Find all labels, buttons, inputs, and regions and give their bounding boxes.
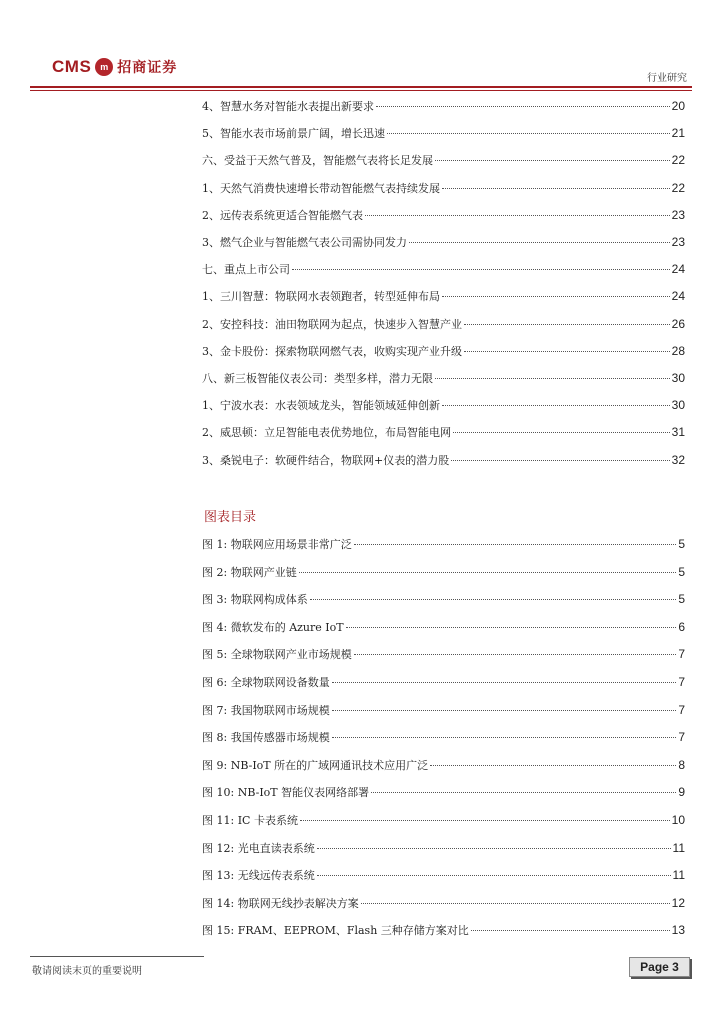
toc-entry-page: 20	[671, 99, 685, 113]
toc-entry-title: 2、安控科技：油田物联网为起点，快速步入智慧产业	[202, 317, 462, 331]
toc-entry-page: 24	[671, 289, 685, 304]
toc-entry[interactable]	[202, 702, 685, 718]
toc-entry[interactable]	[202, 812, 685, 828]
toc-entry-title: 图 15: FRAM、EEPROM、Flash 三种存储方案对比	[202, 924, 469, 938]
toc-entry[interactable]	[202, 261, 685, 277]
toc-entry-page: 24	[671, 262, 685, 277]
company-logo	[52, 57, 177, 77]
header-divider-thin	[30, 90, 692, 91]
toc-entry[interactable]	[202, 452, 685, 468]
toc-leader-dots	[361, 903, 670, 904]
toc-entry[interactable]	[202, 234, 685, 250]
toc-leader-dots	[332, 682, 677, 683]
toc-entry[interactable]	[202, 867, 685, 883]
toc-leader-dots	[354, 544, 677, 545]
toc-leader-dots	[317, 875, 671, 876]
toc-entry-title: 图 6: 全球物联网设备数量	[202, 676, 330, 689]
toc-leader-dots	[376, 106, 670, 107]
toc-entry-page: 31	[671, 425, 685, 440]
toc-entry-title: 图 4: 微软发布的 Azure IoT	[202, 620, 344, 634]
toc-entry-page: 9	[678, 785, 685, 800]
toc-entry-title: 4、智慧水务对智能水表提出新要求	[202, 100, 374, 113]
toc-entry-title: 图 5: 全球物联网产业市场规模	[202, 648, 352, 662]
toc-entry[interactable]	[202, 674, 685, 690]
toc-leader-dots	[442, 188, 670, 189]
toc-entry-page: 30	[671, 371, 685, 385]
toc-entry-page: 5	[678, 564, 685, 579]
toc-entry-title: 图 2: 物联网产业链	[202, 565, 297, 579]
toc-entry[interactable]	[202, 729, 685, 745]
toc-entry-page: 26	[671, 316, 685, 331]
toc-leader-dots	[442, 296, 670, 297]
toc-entry-title: 1、天然气消费快速增长带动智能燃气表持续发展	[202, 181, 440, 195]
toc-entry-page: 23	[671, 207, 685, 222]
toc-entry-title: 图 3: 物联网构成体系	[202, 593, 308, 607]
page-number-badge: Page 3	[629, 957, 690, 977]
toc-entry-page: 11	[672, 868, 685, 883]
toc-entry[interactable]	[202, 922, 685, 938]
toc-entry-title: 图 10: NB-IoT 智能仪表网络部署	[202, 786, 370, 800]
toc-leader-dots	[453, 432, 670, 433]
toc-entry-page: 28	[671, 343, 685, 358]
toc-entry-title: 3、金卡股份：探索物联网燃气表，收购实现产业升级	[202, 344, 462, 358]
toc-leader-dots	[365, 215, 670, 216]
toc-entry-title: 图 14: 物联网无线抄表解决方案	[202, 896, 359, 910]
toc-entry-title: 2、威思顿：立足智能电表优势地位，布局智能电网	[202, 426, 451, 440]
toc-entry-page: 6	[678, 619, 685, 634]
toc-entry-title: 图 11: IC 卡表系统	[202, 814, 298, 827]
toc-entry[interactable]	[202, 619, 685, 635]
header-divider	[30, 86, 692, 88]
logo-badge-icon: m	[95, 58, 113, 76]
toc-entry[interactable]	[202, 370, 685, 386]
toc-entry-title: 5、智能水表市场前景广阔，增长迅速	[202, 127, 385, 141]
footer-divider	[30, 956, 204, 957]
toc-entry-page: 22	[671, 153, 685, 168]
toc-leader-dots	[435, 160, 670, 161]
toc-entry-page: 10	[671, 813, 685, 827]
toc-entry[interactable]	[202, 536, 685, 552]
toc-entry-page: 8	[678, 757, 685, 772]
toc-leader-dots	[387, 133, 670, 134]
toc-leader-dots	[464, 324, 670, 325]
toc-entry[interactable]	[202, 784, 685, 800]
toc-entry-page: 21	[671, 126, 685, 141]
toc-entry[interactable]	[202, 757, 685, 773]
toc-entry-title: 图 13: 无线远传表系统	[202, 869, 315, 883]
toc-leader-dots	[435, 378, 670, 379]
toc-entry[interactable]	[202, 207, 685, 223]
toc-entry-page: 7	[678, 647, 685, 662]
toc-entry[interactable]	[202, 152, 685, 168]
toc-leader-dots	[332, 737, 677, 738]
toc-entry-title: 1、宁波水表：水表领域龙头，智能领域延伸创新	[202, 399, 440, 413]
toc-leader-dots	[464, 351, 670, 352]
toc-leader-dots	[346, 627, 677, 628]
toc-leader-dots	[471, 930, 670, 931]
toc-entry[interactable]	[202, 564, 685, 580]
toc-entry[interactable]	[202, 343, 685, 359]
toc-leader-dots	[354, 654, 677, 655]
toc-entry-page: 12	[671, 895, 685, 910]
toc-entry-title: 图 7: 我国物联网市场规模	[202, 703, 330, 717]
logo-chinese-text: 招商证券	[117, 60, 178, 76]
report-category: 行业研究	[647, 73, 687, 84]
toc-entry-page: 5	[678, 537, 685, 551]
toc-leader-dots	[317, 848, 671, 849]
toc-entry-page: 11	[672, 840, 685, 855]
toc-entry[interactable]	[202, 125, 685, 141]
toc-leader-dots	[332, 710, 677, 711]
toc-entry-title: 1、三川智慧：物联网水表领跑者，转型延伸布局	[202, 290, 440, 304]
toc-entry[interactable]	[202, 424, 685, 440]
toc-entry-page: 23	[671, 235, 685, 249]
toc-entry-title: 七、重点上市公司	[202, 263, 290, 277]
toc-entry[interactable]	[202, 288, 685, 304]
toc-entry-page: 13	[671, 923, 685, 938]
toc-entry[interactable]	[202, 180, 685, 196]
toc-entry-page: 7	[678, 675, 685, 689]
toc-entry-page: 30	[671, 398, 685, 413]
toc-entry-page: 7	[678, 702, 685, 717]
toc-leader-dots	[430, 765, 676, 766]
toc-leader-dots	[442, 405, 670, 406]
toc-leader-dots	[300, 820, 670, 821]
toc-entry[interactable]	[202, 316, 685, 332]
footer-disclaimer: 敬请阅读末页的重要说明	[32, 966, 142, 977]
toc-leader-dots	[371, 792, 676, 793]
toc-entry[interactable]	[202, 840, 685, 856]
toc-entry[interactable]	[202, 98, 685, 114]
toc-entry-page: 7	[678, 730, 685, 745]
toc-entry-page: 22	[671, 180, 685, 195]
toc-entry[interactable]	[202, 895, 685, 911]
toc-entry[interactable]	[202, 646, 685, 662]
toc-leader-dots	[409, 242, 670, 243]
toc-leader-dots	[310, 599, 677, 600]
toc-leader-dots	[299, 572, 677, 573]
toc-entry-title: 图 8: 我国传感器市场规模	[202, 731, 330, 745]
toc-leader-dots	[451, 460, 669, 461]
toc-entry[interactable]	[202, 591, 685, 607]
toc-entry-title: 八、新三板智能仪表公司：类型多样，潜力无限	[202, 372, 433, 385]
toc-entry-title: 六、受益于天然气普及，智能燃气表将长足发展	[202, 154, 433, 168]
toc-entry-page: 32	[671, 452, 685, 467]
toc-entry-title: 3、燃气企业与智能燃气表公司需协同发力	[202, 236, 407, 249]
toc-entry-title: 图 1: 物联网应用场景非常广泛	[202, 538, 352, 551]
toc-entry[interactable]	[202, 397, 685, 413]
figure-list-heading: 图表目录	[204, 510, 257, 525]
toc-entry-page: 5	[678, 592, 685, 607]
logo-latin-text: CMS	[52, 57, 92, 76]
toc-entry-title: 2、远传表系统更适合智能燃气表	[202, 208, 363, 222]
toc-entry-title: 图 12: 光电直读表系统	[202, 841, 315, 855]
toc-leader-dots	[292, 269, 670, 270]
toc-entry-title: 图 9: NB-IoT 所在的广域网通讯技术应用广泛	[202, 758, 429, 772]
toc-entry-title: 3、桑锐电子：软硬件结合，物联网+仪表的潜力股	[202, 453, 450, 467]
